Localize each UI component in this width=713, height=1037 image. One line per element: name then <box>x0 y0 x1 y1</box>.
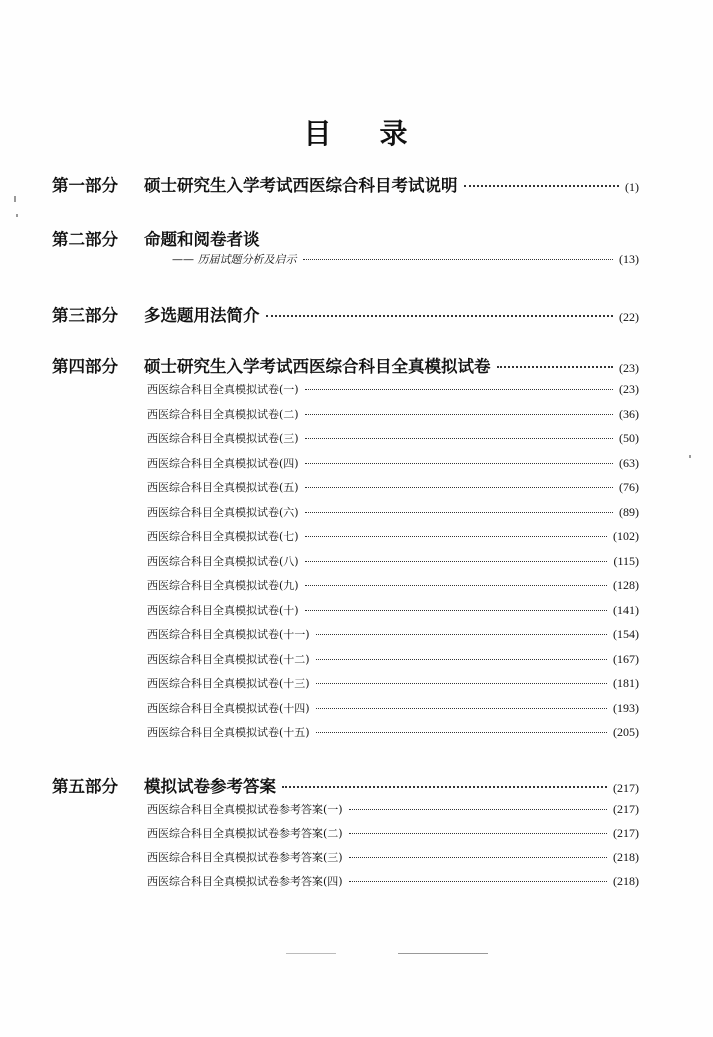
dot-leader <box>349 857 607 858</box>
page-number: (218) <box>613 850 639 864</box>
page-number: (115) <box>613 553 639 568</box>
entry-title: 西医综合科目全真模拟试卷(四) <box>147 456 299 470</box>
toc-entry[interactable] <box>147 849 639 865</box>
title-char-2: 录 <box>379 117 410 150</box>
entry-title: 西医综合科目全真模拟试卷(十三) <box>147 677 310 690</box>
dot-leader <box>349 809 607 810</box>
scan-mark <box>14 196 16 202</box>
entry-title: 西医综合科目全真模拟试卷(十) <box>147 603 299 617</box>
toc-entry[interactable] <box>147 553 639 569</box>
toc-entry[interactable] <box>147 700 639 716</box>
dot-leader <box>305 463 613 464</box>
dot-leader <box>266 315 614 317</box>
toc-part-2[interactable] <box>52 226 639 250</box>
scan-mark <box>689 455 691 458</box>
page-number: (217) <box>613 802 639 816</box>
dot-leader <box>316 683 607 684</box>
toc-entry[interactable] <box>147 455 639 471</box>
part-label: 第一部分 <box>52 176 118 195</box>
toc-entry[interactable] <box>147 528 639 544</box>
page-number: (50) <box>619 431 639 445</box>
page-number: (63) <box>619 455 639 470</box>
toc-part-2-subtitle[interactable] <box>172 251 639 267</box>
dot-leader <box>305 438 613 439</box>
toc-entry[interactable] <box>147 479 639 495</box>
toc-entry[interactable] <box>147 801 639 817</box>
page-number: (13) <box>619 252 639 266</box>
page-number: (167) <box>613 651 639 666</box>
dot-leader <box>305 585 607 586</box>
entry-title: 西医综合科目全真模拟试卷(九) <box>147 579 299 592</box>
dot-leader <box>305 512 613 513</box>
part-title: 硕士研究生入学考试西医综合科目全真模拟试卷 <box>144 357 491 376</box>
entry-title: 西医综合科目全真模拟试卷(十二) <box>147 652 310 666</box>
part-label: 第五部分 <box>52 777 118 796</box>
toc-entry[interactable] <box>147 406 639 422</box>
page-number: (23) <box>619 361 639 375</box>
dot-leader <box>349 881 607 882</box>
entry-title: 西医综合科目全真模拟试卷参考答案(三) <box>147 851 343 864</box>
toc-part-1[interactable] <box>52 172 639 196</box>
toc-entry[interactable] <box>147 873 639 889</box>
part-label: 第二部分 <box>52 230 118 249</box>
dot-leader <box>497 366 614 368</box>
toc-entry[interactable] <box>147 825 639 841</box>
page-number: (1) <box>625 180 639 194</box>
scan-mark <box>16 214 18 217</box>
dot-leader <box>303 259 614 260</box>
toc-entry[interactable] <box>147 602 639 618</box>
entry-title: 西医综合科目全真模拟试卷(五) <box>147 481 299 494</box>
entry-title: 西医综合科目全真模拟试卷参考答案(一) <box>147 803 343 816</box>
subtitle-text: —— 历届试题分析及启示 <box>172 253 297 266</box>
entry-title: 西医综合科目全真模拟试卷(一) <box>147 383 299 396</box>
entry-title: 西医综合科目全真模拟试卷参考答案(二) <box>147 827 343 840</box>
page-number: (154) <box>613 627 639 641</box>
entry-title: 西医综合科目全真模拟试卷参考答案(四) <box>147 875 343 888</box>
dot-leader <box>305 487 613 488</box>
dot-leader <box>305 561 608 562</box>
toc-entry[interactable] <box>147 724 639 740</box>
dot-leader <box>305 389 613 390</box>
part-title: 模拟试卷参考答案 <box>144 777 276 796</box>
entry-title: 西医综合科目全真模拟试卷(二) <box>147 407 299 421</box>
toc-entry[interactable] <box>147 430 639 446</box>
dot-leader <box>305 536 607 537</box>
scan-smudge <box>286 953 336 954</box>
dot-leader <box>464 185 620 187</box>
page-number: (141) <box>613 602 639 617</box>
dot-leader <box>305 414 613 415</box>
page-number: (217) <box>613 826 639 840</box>
page-number: (36) <box>619 406 639 421</box>
part-title: 命题和阅卷者谈 <box>144 230 260 249</box>
dot-leader <box>316 659 607 660</box>
entry-title: 西医综合科目全真模拟试卷(十五) <box>147 726 310 739</box>
dot-leader <box>282 786 607 788</box>
toc-part-4[interactable] <box>52 353 639 377</box>
part-label: 第四部分 <box>52 357 118 376</box>
page-number: (89) <box>619 504 639 519</box>
page-number: (217) <box>613 781 639 795</box>
scan-smudge <box>398 953 488 954</box>
page-number: (102) <box>613 529 639 543</box>
toc-entry[interactable] <box>147 675 639 691</box>
part-title: 多选题用法简介 <box>144 306 260 325</box>
dot-leader <box>349 833 607 834</box>
part-label: 第三部分 <box>52 306 118 325</box>
entry-title: 西医综合科目全真模拟试卷(三) <box>147 432 299 445</box>
entry-title: 西医综合科目全真模拟试卷(七) <box>147 530 299 543</box>
entry-title: 西医综合科目全真模拟试卷(十一) <box>147 628 310 641</box>
dot-leader <box>316 708 607 709</box>
part-title: 硕士研究生入学考试西医综合科目考试说明 <box>144 176 458 195</box>
toc-entry[interactable] <box>147 577 639 593</box>
page-number: (181) <box>613 676 639 690</box>
entry-title: 西医综合科目全真模拟试卷(八) <box>147 554 299 568</box>
toc-part-5[interactable] <box>52 773 639 797</box>
entry-title: 西医综合科目全真模拟试卷(六) <box>147 505 299 519</box>
page-number: (23) <box>619 382 639 396</box>
toc-entry[interactable] <box>147 651 639 667</box>
page-number: (205) <box>613 725 639 739</box>
entry-title: 西医综合科目全真模拟试卷(十四) <box>147 701 310 715</box>
dot-leader <box>316 634 607 635</box>
page-number: (218) <box>613 874 639 888</box>
page-number: (193) <box>613 700 639 715</box>
page-number: (22) <box>619 310 639 324</box>
toc-entry[interactable] <box>147 504 639 520</box>
dot-leader <box>305 610 607 611</box>
page-number: (128) <box>613 578 639 592</box>
toc-part-3[interactable] <box>52 302 639 326</box>
page-number: (76) <box>619 480 639 494</box>
dot-leader <box>316 732 607 733</box>
page-title <box>0 112 713 152</box>
toc-entry[interactable] <box>147 626 639 642</box>
title-char-1: 目 <box>303 117 334 150</box>
toc-entry[interactable] <box>147 381 639 397</box>
